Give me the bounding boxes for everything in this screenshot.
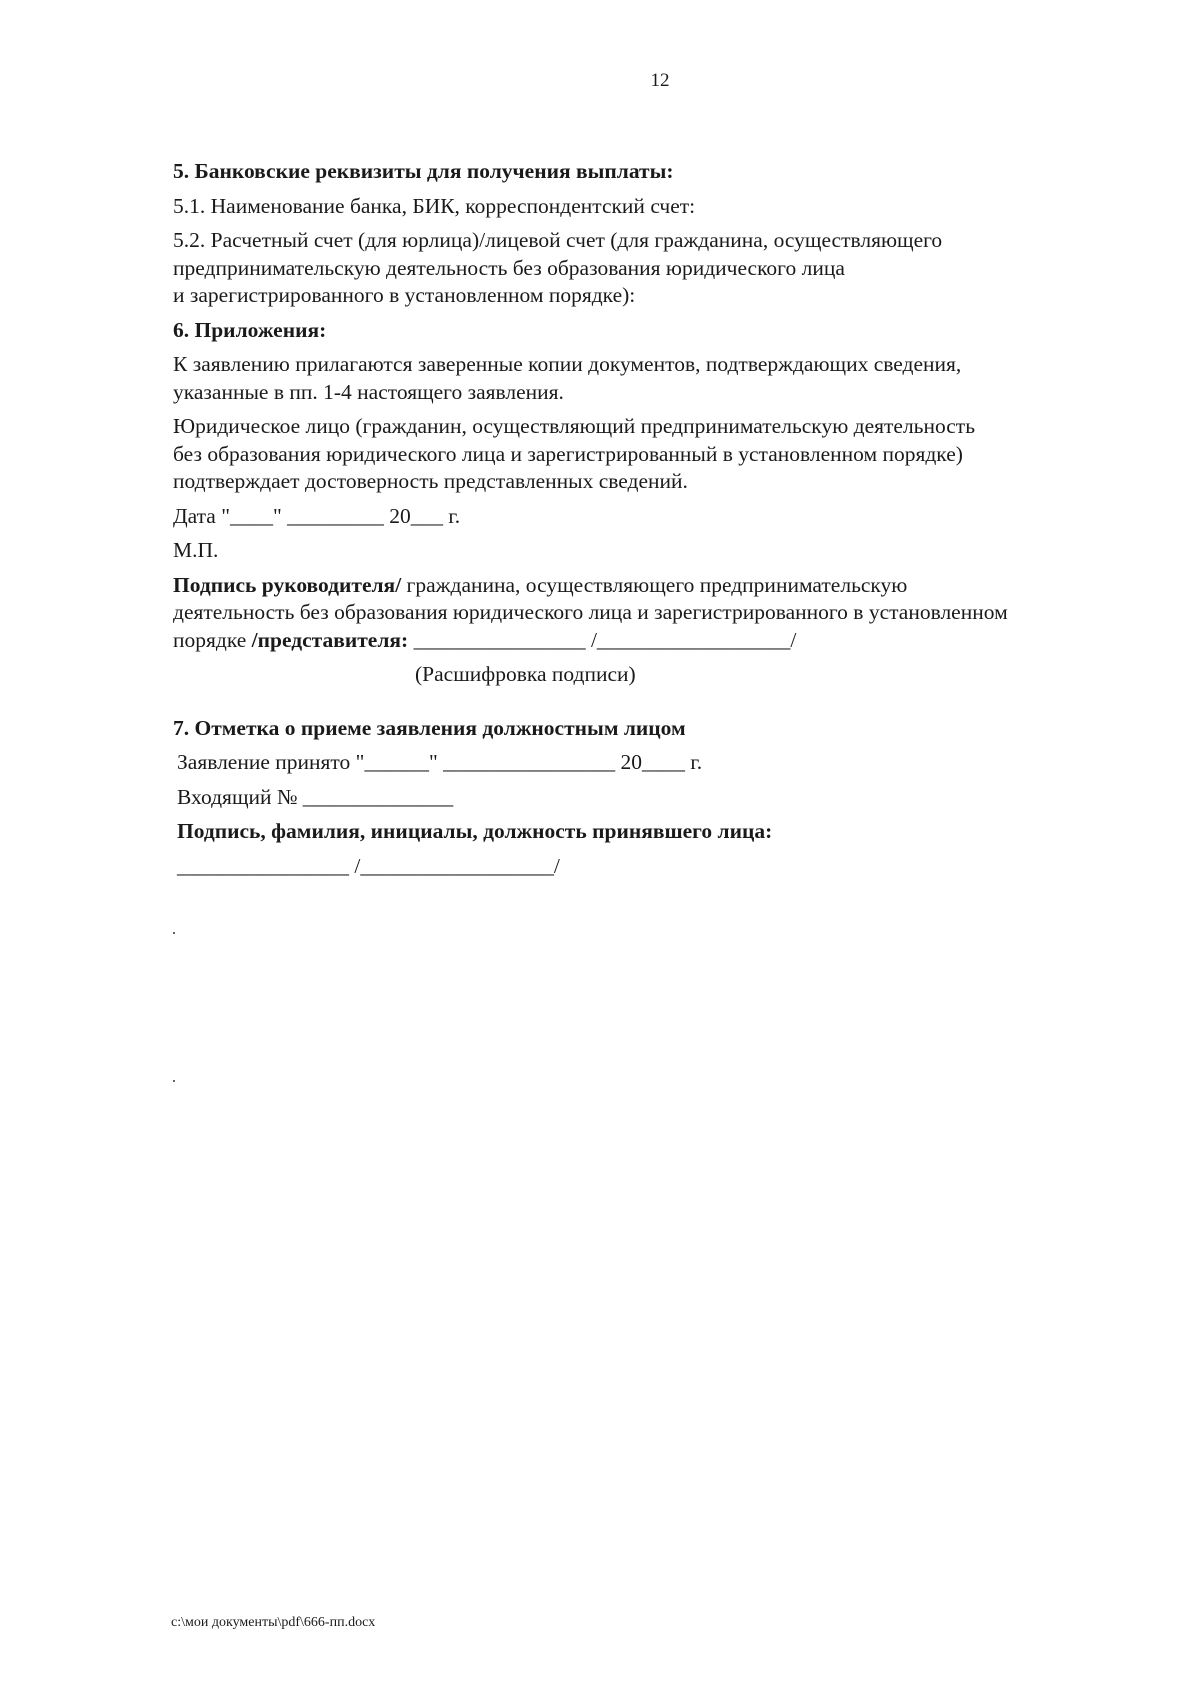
incoming-number-line: Входящий № ______________ (177, 784, 454, 809)
signer-blank: ________________ /__________________/ (177, 853, 560, 878)
footer-file-path: c:\мои документы\pdf\666-пп.docx (171, 1615, 376, 1630)
stamp-label: М.П. (173, 538, 219, 562)
signer-heading: Подпись, фамилия, инициалы, должность принявшего лица: (177, 819, 773, 843)
section6-para2-line1: Юридическое лицо (гражданин, осуществляющий предпринимательскую деятельность (173, 414, 976, 438)
signature-representative: /представителя: (251, 627, 409, 652)
date-line: Дата "____" _________ 20___ г. (173, 503, 461, 528)
section5-item2 (173, 227, 1133, 310)
page-number: 12 (650, 70, 670, 91)
section5-item2-line3: и зарегистрированного в установленном порядке): (173, 283, 636, 307)
section5-heading: 5. Банковские реквизиты для получения выплаты: (173, 159, 674, 183)
document-body (173, 158, 1133, 887)
accepted-line: Заявление принято "______" ________________ 20____ г. (177, 750, 703, 774)
stray-dot (173, 1080, 175, 1082)
stray-dot (173, 932, 175, 934)
section6-heading: 6. Приложения: (173, 317, 327, 342)
section6-para2 (173, 413, 1133, 496)
signature-bold-head: Подпись руководителя/ (173, 572, 402, 597)
section6-para2-line3: подтверждает достоверность представленных сведений. (173, 469, 688, 493)
section5-item2-line2: предпринимательскую деятельность без образования юридического лица (173, 255, 845, 280)
section6-para1-line1: К заявлению прилагаются заверенные копии документов, подтверждающих сведения, (173, 352, 962, 376)
section7-heading: 7. Отметка о приеме заявления должностным лицом (173, 715, 686, 740)
signature-text-3: порядке (173, 627, 252, 652)
signature-blank: ________________ /__________________/ (408, 627, 797, 652)
section5-item1: 5.1. Наименование банка, БИК, корреспондентский счет: (173, 193, 696, 218)
signature-text-1: гражданина, осуществляющего предпринимательскую (401, 572, 908, 597)
section6-para2-line2: без образования юридического лица и зарегистрированный в установленном порядке) (173, 441, 963, 466)
signature-block (173, 572, 1133, 655)
signature-text-2: деятельность без образования юридического лица и зарегистрированного в установленном (173, 600, 1008, 624)
section5-item2-line1: 5.2. Расчетный счет (для юрлица)/лицевой счет (для гражданина, осуществляющего (173, 228, 943, 252)
section6-para1-line2: указанные в пп. 1-4 настоящего заявления. (173, 379, 564, 404)
section6-para1 (173, 351, 1133, 406)
signature-decode-note: (Расшифровка подписи) (415, 662, 636, 686)
